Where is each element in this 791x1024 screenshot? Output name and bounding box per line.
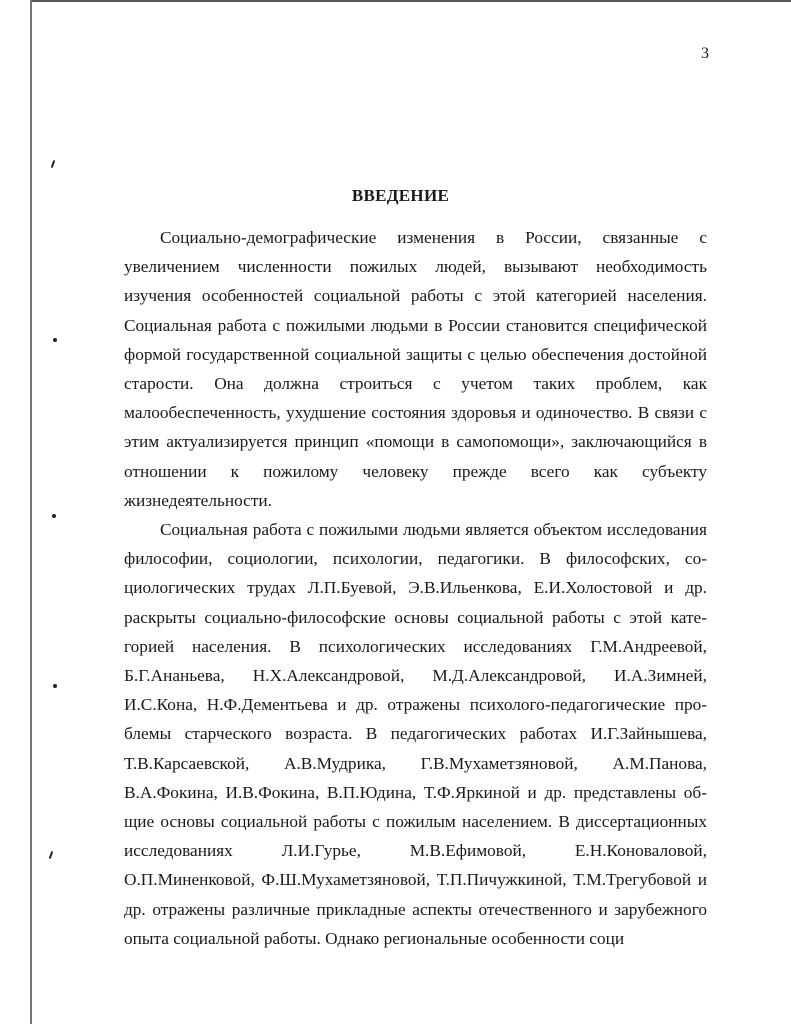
scan-speck [53, 684, 57, 688]
scan-top-border [30, 0, 791, 2]
scan-speck [49, 851, 54, 859]
paragraph: Социально-демографические изменения в России, связанные с увеличением численности пожилых людей, вызывают необходимость изучения особенностей социальной работы с этой категорией населения. Социальная работа с пожилыми людьми в России становится специфической формой государственной социальной защиты с целью обеспечения достойной старости. Она должна строиться с учетом таких проблем, как малообеспеченность, ухудшение состояния здоровья и одиночество. В связи с этим актуализируется принцип «помощи в самопомощи», заключающийся в отношении к пожилому человеку прежде всего как субъекту жизнедеятельности. [124, 228, 707, 510]
scan-speck [53, 338, 57, 342]
scan-left-border [30, 0, 32, 1024]
scan-speck [52, 514, 56, 518]
scan-speck [51, 160, 56, 168]
paragraph: Социальная работа с пожилыми людьми является объектом исследования философии, социологии, психологии, педагогики. В философских, социологических трудах Л.П.Буевой, Э.В.Ильенкова, Е.И.Холостовой и др. раскрыты социально-философские основы социальной работы с этой категорией населения. В психологических исследованиях Г.М.Андреевой, Б.Г.Ананьева, Н.Х.Александровой, М.Д.Александровой, И.А.Зимней, И.С.Кона, Н.Ф.Дементьева и др. отражены психолого-педагогические проблемы старческого возраста. В педагогических работах И.Г.Зайнышева, Т.В.Карсаевской, А.В.Мудрика, Г.В.Мухаметзяновой, А.М.Панова, В.А.Фокина, И.В.Фокина, В.П.Юдина, Т.Ф.Яркиной и др. представлены общие основы социальной работы с пожилым населением. В диссертационных исследованиях Л.И.Гурье, М.В.Ефимовой, Е.Н.Коноваловой, О.П.Миненковой, Ф.Ш.Мухаметзяновой, Т.П.Пичужкиной, Т.М.Трегубовой и др. отражены различные прикладные аспекты отечественного и зарубежного опыта социальной работы. Однако региональные особенности соци [124, 520, 707, 948]
page-number: 3 [701, 45, 709, 62]
body-text [124, 223, 707, 953]
page-title: ВВЕДЕНИЕ [351, 186, 450, 205]
